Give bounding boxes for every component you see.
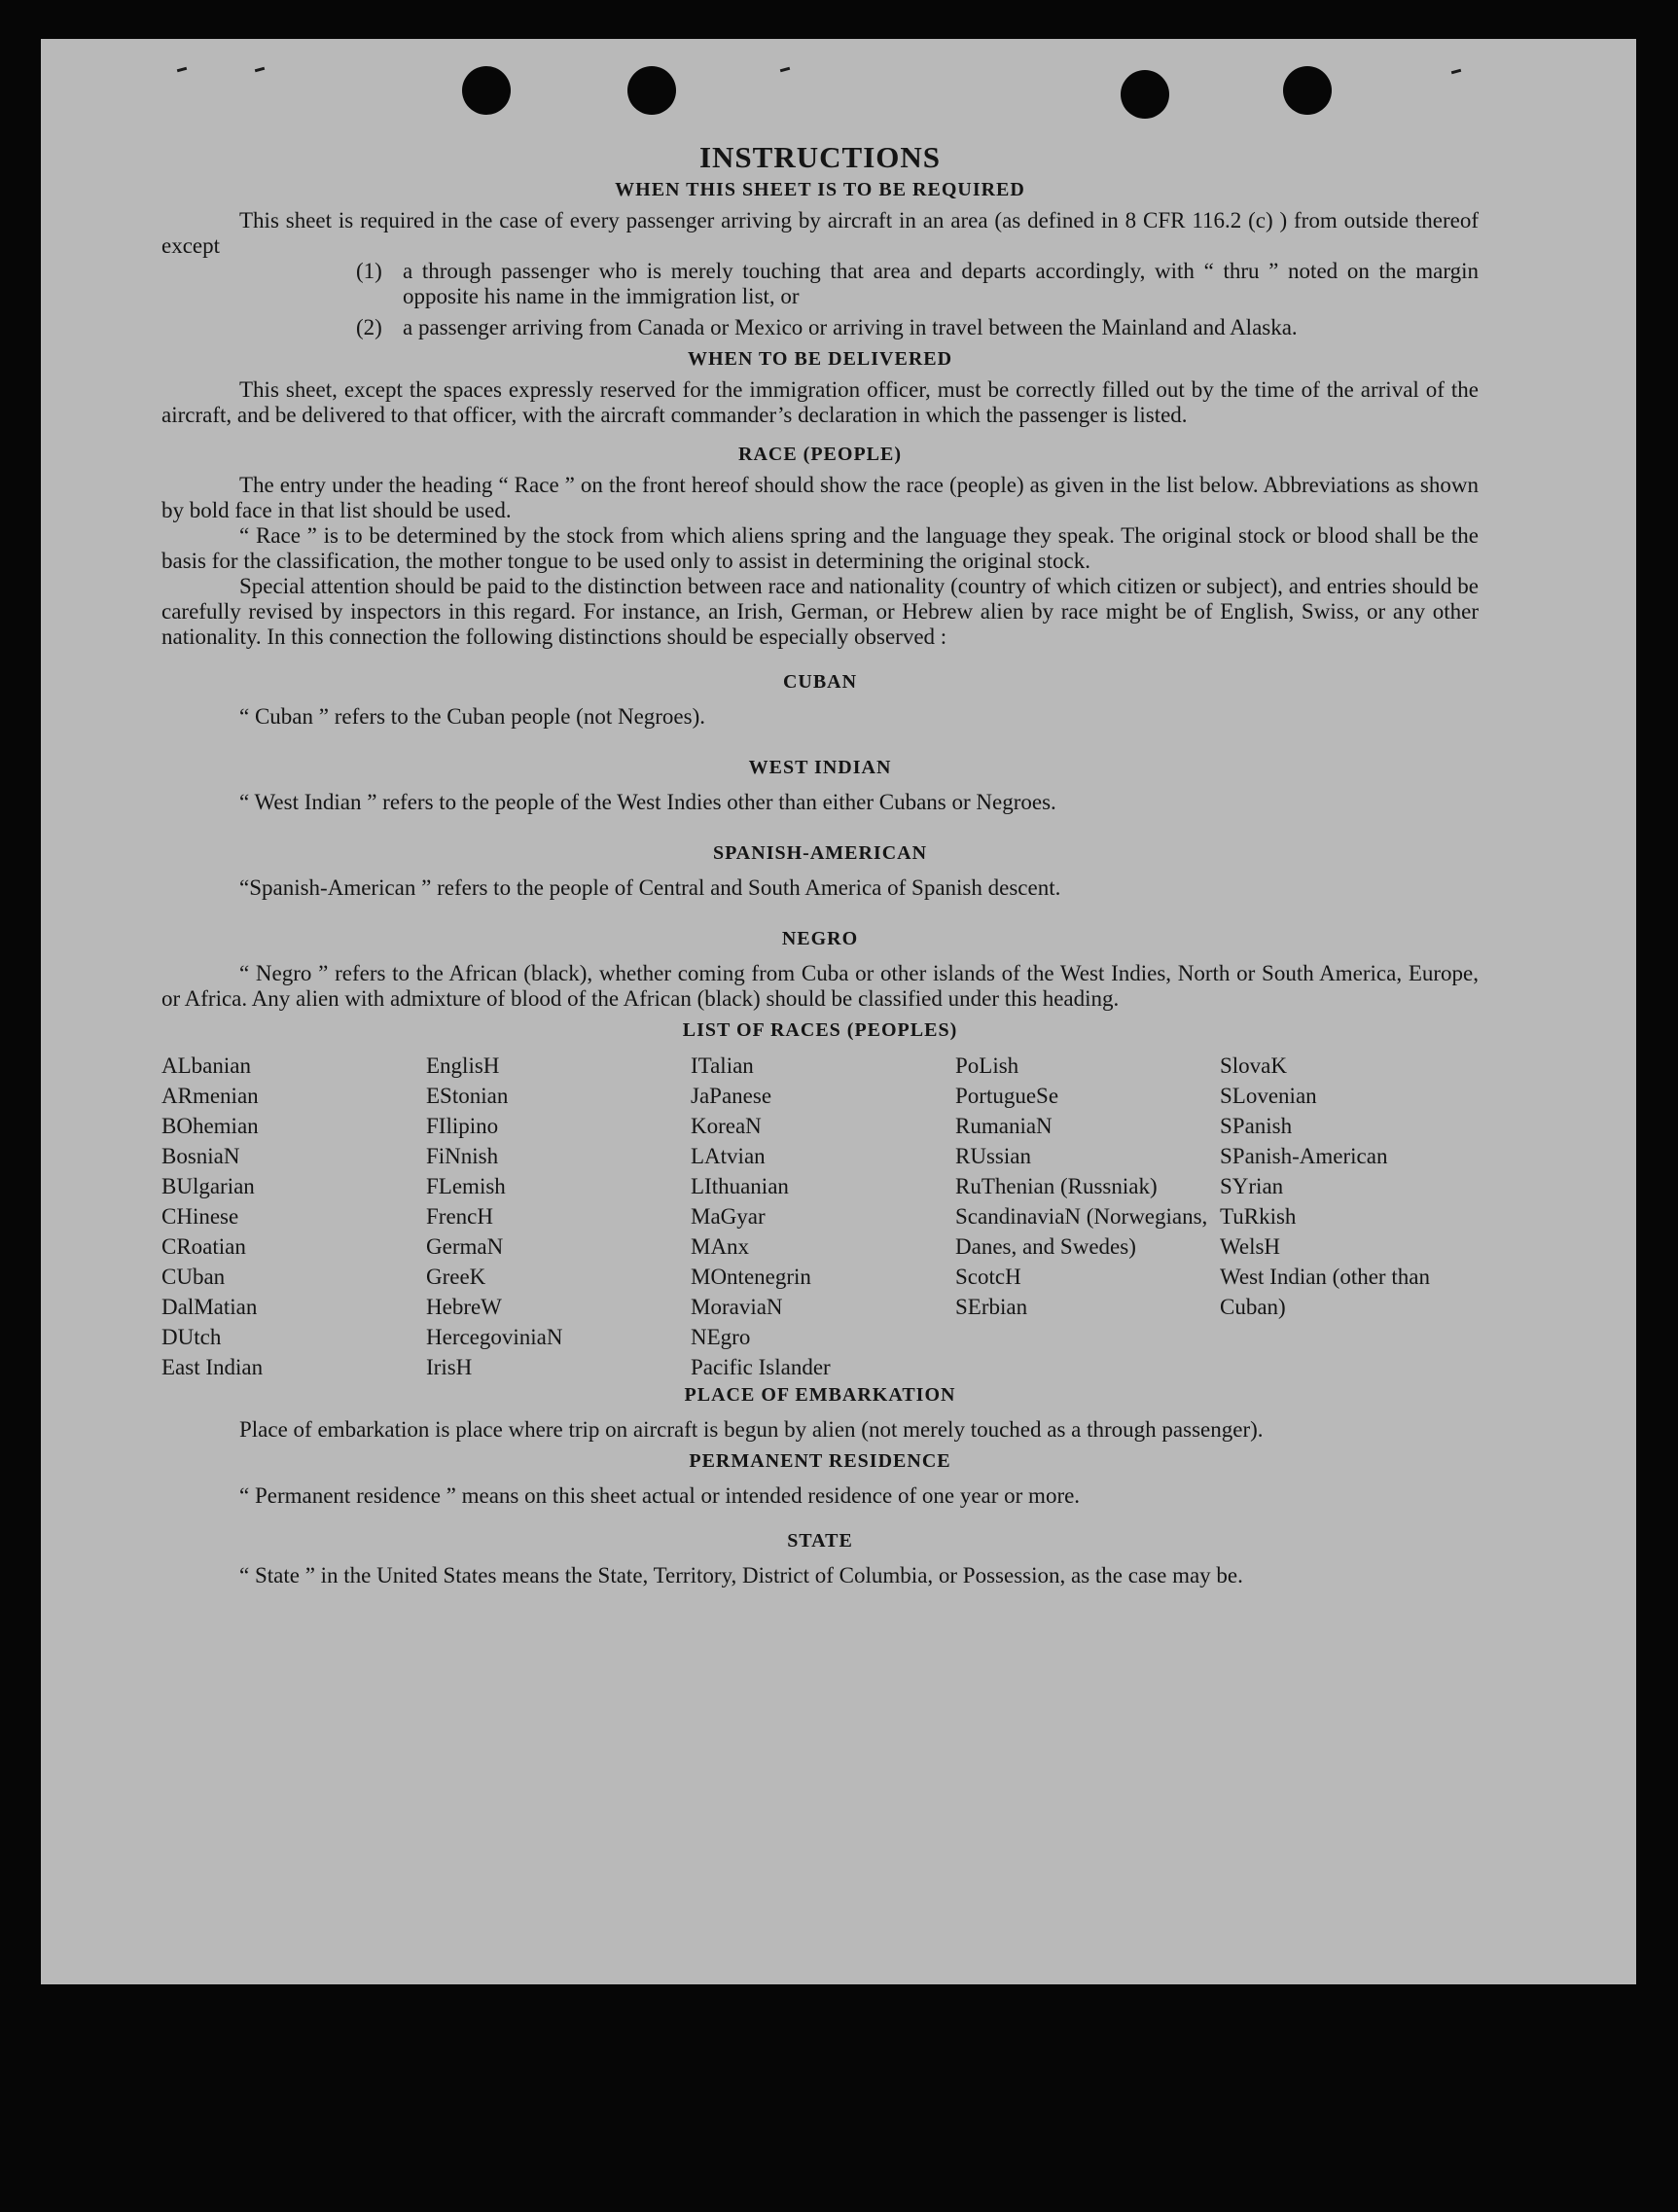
paragraph: “Spanish-American ” refers to the people of Central and South America of Spanish descent. xyxy=(239,875,1061,900)
race-item: EStonian xyxy=(426,1084,509,1108)
instructions-body xyxy=(161,138,1479,1588)
race-item: ARmenian xyxy=(161,1084,259,1108)
section-heading: PERMANENT RESIDENCE xyxy=(689,1450,951,1472)
speck xyxy=(780,67,790,72)
section-heading: PLACE OF EMBARKATION xyxy=(684,1384,956,1406)
speck xyxy=(177,67,187,72)
page-title: INSTRUCTIONS xyxy=(698,140,941,174)
section-heading: STATE xyxy=(787,1530,853,1552)
race-item: ALbanian xyxy=(161,1053,251,1078)
race-item: SErbian xyxy=(955,1295,1028,1319)
race-item: MaGyar xyxy=(691,1204,766,1229)
race-item: ScandinaviaN (Norwegians, Danes, and Swedes) xyxy=(955,1204,1208,1259)
race-item: BOhemian xyxy=(161,1114,259,1138)
speck xyxy=(255,67,265,72)
race-item: BosniaN xyxy=(161,1144,240,1168)
section-heading: NEGRO xyxy=(781,928,859,949)
race-item: SlovaK xyxy=(1220,1053,1287,1078)
race-item: IrisH xyxy=(426,1355,473,1379)
paragraph: Special attention should be paid to the distinction between race and nationality (country of which citizen or subject), and entries should be carefully revised by inspectors in this regard. For instance, an Irish, German, or Hebrew alien by race might be of English, Swiss, or any other nationality. In this connection the following distinctions should be especially observed : xyxy=(161,574,1479,649)
race-item: FLemish xyxy=(426,1174,506,1198)
race-column xyxy=(161,1051,426,1382)
race-item: FIlipino xyxy=(426,1114,499,1138)
race-column xyxy=(426,1051,691,1382)
punch-hole xyxy=(1283,66,1332,115)
race-item: Pacific Islander xyxy=(691,1355,831,1379)
race-item: KoreaN xyxy=(691,1114,762,1138)
paragraph: Place of embarkation is place where trip on aircraft is begun by alien (not merely touched as a through passenger). xyxy=(239,1417,1264,1442)
race-item: RUssian xyxy=(955,1144,1031,1168)
race-item: NEgro xyxy=(691,1325,751,1349)
race-item: RumaniaN xyxy=(955,1114,1053,1138)
punch-hole xyxy=(1121,70,1169,119)
race-item: SYrian xyxy=(1220,1174,1284,1198)
race-item: HebreW xyxy=(426,1295,502,1319)
punch-hole xyxy=(462,66,511,115)
race-column xyxy=(1220,1051,1479,1382)
race-item: CRoatian xyxy=(161,1234,246,1259)
section-heading: SPANISH-AMERICAN xyxy=(712,842,928,864)
race-item: FrencH xyxy=(426,1204,493,1229)
paragraph: This sheet, except the spaces expressly reserved for the immigration officer, must be correctly filled out by the time of the arrival of the aircraft, and be delivered to that officer, with the aircraft commander’s declaration in which the passenger is listed. xyxy=(161,377,1479,427)
race-item: LIthuanian xyxy=(691,1174,789,1198)
race-item: PoLish xyxy=(955,1053,1019,1078)
paragraph: “ Cuban ” refers to the Cuban people (not Negroes). xyxy=(239,704,706,729)
race-item: MOntenegrin xyxy=(691,1265,811,1289)
list-item: (2) a passenger arriving from Canada or Mexico or arriving in travel between the Mainland and Alaska. xyxy=(356,315,1298,339)
section-heading: WHEN THIS SHEET IS TO BE REQUIRED xyxy=(615,179,1025,200)
paragraph: “ Race ” is to be determined by the stock from which aliens spring and the language they speak. The original stock or blood shall be the basis for the classification, the mother tongue to be used only to assist in determining the original stock. xyxy=(161,523,1479,573)
race-item: RuThenian (Russniak) xyxy=(955,1174,1158,1198)
section-heading: CUBAN xyxy=(782,671,858,693)
race-item: EnglisH xyxy=(426,1053,500,1078)
race-item: MoraviaN xyxy=(691,1295,783,1319)
paragraph: “ Permanent residence ” means on this sheet actual or intended residence of one year or more. xyxy=(239,1483,1081,1508)
race-item: East Indian xyxy=(161,1355,264,1379)
race-item: GermaN xyxy=(426,1234,504,1259)
speck xyxy=(1451,69,1461,74)
race-item: JaPanese xyxy=(691,1084,772,1108)
race-item: CHinese xyxy=(161,1204,239,1229)
race-item: SPanish-American xyxy=(1220,1144,1388,1168)
race-item: PortugueSe xyxy=(955,1084,1059,1108)
race-item: CUban xyxy=(161,1265,226,1289)
paragraph: “ West Indian ” refers to the people of the West Indies other than either Cubans or Negroes. xyxy=(239,790,1056,814)
race-item: LAtvian xyxy=(691,1144,766,1168)
race-item: GreeK xyxy=(426,1265,486,1289)
race-list xyxy=(161,1051,1479,1382)
race-item: SPanish xyxy=(1220,1114,1293,1138)
section-heading: WEST INDIAN xyxy=(748,757,892,778)
punch-hole xyxy=(627,66,676,115)
race-item: West Indian (other than Cuban) xyxy=(1220,1265,1430,1319)
race-column xyxy=(691,1051,955,1382)
section-heading: WHEN TO BE DELIVERED xyxy=(687,348,953,370)
race-item: DalMatian xyxy=(161,1295,258,1319)
paragraph: “ State ” in the United States means the State, Territory, District of Columbia, or Possession, as the case may be. xyxy=(239,1563,1243,1588)
race-item: HercegoviniaN xyxy=(426,1325,563,1349)
race-item: MAnx xyxy=(691,1234,750,1259)
race-item: ScotcH xyxy=(955,1265,1021,1289)
paragraph: “ Negro ” refers to the African (black), whether coming from Cuba or other islands of the West Indies, North or South America, Europe, or Africa. Any alien with admixture of blood of the African (black) should be classified under this heading. xyxy=(161,961,1479,1011)
race-item: BUlgarian xyxy=(161,1174,255,1198)
race-item: WelsH xyxy=(1220,1234,1281,1259)
race-item: DUtch xyxy=(161,1325,222,1349)
race-item: SLovenian xyxy=(1220,1084,1317,1108)
race-item: TuRkish xyxy=(1220,1204,1297,1229)
list-item: (1) a through passenger who is merely touching that area and departs accordingly, with “ thru ” noted on the margin opposite his name in the immigration list, or xyxy=(356,259,1479,308)
paragraph: The entry under the heading “ Race ” on the front hereof should show the race (people) as given in the list below. Abbreviations as shown by bold face in that list should be used. xyxy=(161,473,1479,522)
section-heading: RACE (PEOPLE) xyxy=(738,444,902,465)
race-column xyxy=(955,1051,1220,1382)
race-item: FiNnish xyxy=(426,1144,499,1168)
race-item: ITalian xyxy=(691,1053,754,1078)
paragraph: This sheet is required in the case of every passenger arriving by aircraft in an area (as defined in 8 CFR 116.2 (c) ) from outside thereof except xyxy=(161,208,1479,258)
section-heading: LIST OF RACES (PEOPLES) xyxy=(682,1019,958,1041)
